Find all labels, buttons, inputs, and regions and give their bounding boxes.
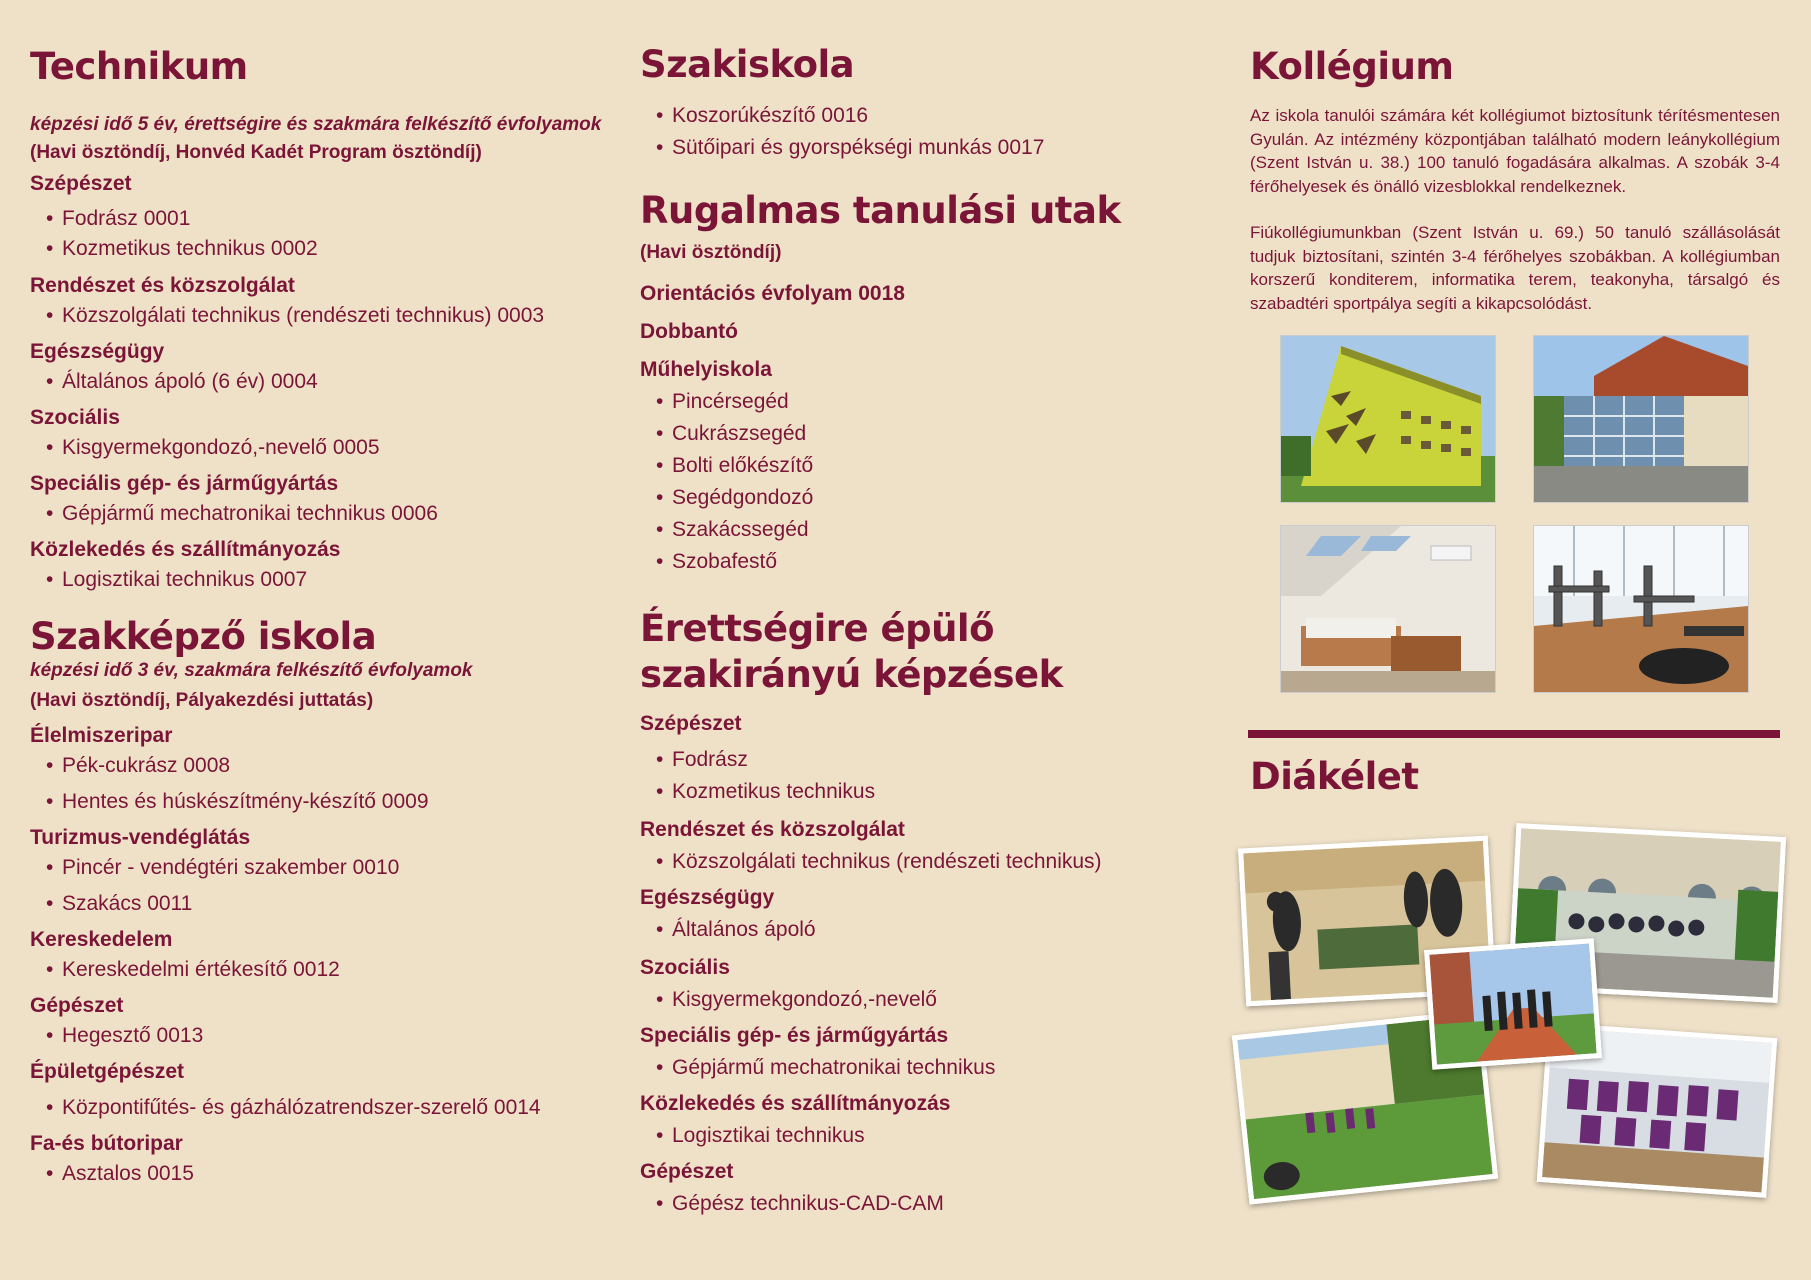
szakiskola-title: Szakiskola xyxy=(640,43,855,86)
szakkepzo-subtitle-italic: képzési idő 3 év, szakmára felkészítő évfolyamok xyxy=(30,660,473,681)
szakkepzo-subtitle-bold: (Havi ösztöndíj, Pályakezdési juttatás) xyxy=(30,690,374,711)
list-item: • Általános ápoló xyxy=(640,918,816,942)
technikum-group-name: Rendészet és közszolgálat xyxy=(30,274,295,297)
list-item: • Hegesztő 0013 xyxy=(30,1024,203,1048)
diakelet-title: Diákélet xyxy=(1250,755,1419,798)
kollegium-paragraph-1: Az iskola tanulói számára két kollégiumot biztosítunk térítésmentesen Gyulán. Az intézmény központjában található modern leánykollégium (Szent István u. 38.) 100 tanuló fogadására alkalmas. A szobák 3-4 férőhelyesek és önálló vizesblokkal rendelkeznek. xyxy=(1250,106,1780,196)
rugalmas-group-name: Műhelyiskola xyxy=(640,358,772,381)
kollegium-paragraph-2: Fiúkollégiumunkban (Szent István u. 69.) 50 tanuló szállásolását tudjuk biztosítani, szintén 3-4 férőhelyes szobákban. A kollégiumban korszerű konditerem, informatika terem, teakonyha, társalgó és szabadtéri sportpálya segíti a kikapcsolódást. xyxy=(1250,223,1780,313)
erettsegi-group-name: Közlekedés és szállítmányozás xyxy=(640,1092,951,1115)
list-item: • Fodrász xyxy=(640,748,748,772)
section-divider xyxy=(1248,730,1780,738)
list-item: • Kozmetikus technikus 0002 xyxy=(30,237,318,261)
technikum-group-name: Közlekedés és szállítmányozás xyxy=(30,538,341,561)
list-item: • Hentes és húskészítmény-készítő 0009 xyxy=(30,790,429,814)
szakkepzo-title: Szakképző iskola xyxy=(30,615,377,658)
szakkepzo-group-name: Kereskedelem xyxy=(30,928,173,951)
technikum-group-name: Szépészet xyxy=(30,172,132,195)
list-item: • Kozmetikus technikus xyxy=(640,780,875,804)
erettsegi-group-name: Rendészet és közszolgálat xyxy=(640,818,905,841)
technikum-group-name: Speciális gép- és járműgyártás xyxy=(30,472,339,495)
rugalmas-title: Rugalmas tanulási utak xyxy=(640,189,1121,232)
rugalmas-subtitle: (Havi ösztöndíj) xyxy=(640,242,782,263)
list-item: • Cukrászsegéd xyxy=(640,422,806,446)
erettsegi-group-name: Gépészet xyxy=(640,1160,734,1183)
szakkepzo-group-name: Fa-és bútoripar xyxy=(30,1132,183,1155)
szakkepzo-group-name: Gépészet xyxy=(30,994,124,1017)
list-item: • Pék-cukrász 0008 xyxy=(30,754,230,778)
list-item: • Központifűtés- és gázhálózatrendszer-szerelő 0014 xyxy=(30,1096,541,1120)
list-item: • Bolti előkészítő xyxy=(640,454,813,478)
list-item: • Közszolgálati technikus (rendészeti technikus) xyxy=(640,850,1102,874)
szakkepzo-group-name: Épületgépészet xyxy=(30,1060,185,1083)
photo-students-walkway xyxy=(1424,938,1602,1070)
szakkepzo-group-name: Turizmus-vendéglátás xyxy=(30,826,251,849)
list-item: • Általános ápoló (6 év) 0004 xyxy=(30,370,318,394)
rugalmas-group-name: Orientációs évfolyam 0018 xyxy=(640,282,905,305)
technikum-group-name: Egészségügy xyxy=(30,340,165,363)
list-item: • Gépjármű mechatronikai technikus xyxy=(640,1056,995,1080)
technikum-subtitle-italic: képzési idő 5 év, érettségire és szakmára felkészítő évfolyamok xyxy=(30,114,602,135)
erettsegi-group-name: Szépészet xyxy=(640,712,742,735)
rugalmas-group-name: Dobbantó xyxy=(640,320,738,343)
list-item: • Logisztikai technikus 0007 xyxy=(30,568,307,592)
erettsegi-title-line1: Érettségire épülő xyxy=(640,607,995,650)
list-item: • Koszorúkészítő 0016 xyxy=(640,104,868,128)
kollegium-title: Kollégium xyxy=(1250,45,1454,88)
list-item: • Szakács 0011 xyxy=(30,892,192,916)
technikum-title: Technikum xyxy=(30,45,248,88)
list-item: • Segédgondozó xyxy=(640,486,813,510)
list-item: • Kisgyermekgondozó,-nevelő 0005 xyxy=(30,436,380,460)
list-item: • Fodrász 0001 xyxy=(30,207,190,231)
erettsegi-group-name: Speciális gép- és járműgyártás xyxy=(640,1024,949,1047)
technikum-group-name: Szociális xyxy=(30,406,120,429)
szakkepzo-group-name: Élelmiszeripar xyxy=(30,724,173,747)
technikum-subtitle-bold: (Havi ösztöndíj, Honvéd Kadét Program ösztöndíj) xyxy=(30,142,482,163)
erettsegi-group-name: Egészségügy xyxy=(640,886,775,909)
photo-dormitory-gym xyxy=(1533,525,1749,693)
list-item: • Gépjármű mechatronikai technikus 0006 xyxy=(30,502,438,526)
list-item: • Asztalos 0015 xyxy=(30,1162,194,1186)
list-item: • Kereskedelmi értékesítő 0012 xyxy=(30,958,340,982)
list-item: • Szobafestő xyxy=(640,550,777,574)
list-item: • Sütőipari és gyorspékségi munkás 0017 xyxy=(640,136,1044,160)
list-item: • Közszolgálati technikus (rendészeti technikus) 0003 xyxy=(30,304,544,328)
erettsegi-group-name: Szociális xyxy=(640,956,730,979)
photo-girls-dormitory-building xyxy=(1280,335,1496,503)
list-item: • Szakácssegéd xyxy=(640,518,809,542)
list-item: • Kisgyermekgondozó,-nevelő xyxy=(640,988,937,1012)
list-item: • Logisztikai technikus xyxy=(640,1124,865,1148)
list-item: • Gépész technikus-CAD-CAM xyxy=(640,1192,944,1216)
list-item: • Pincérsegéd xyxy=(640,390,789,414)
erettsegi-title-line2: szakirányú képzések xyxy=(640,653,1063,696)
list-item: • Pincér - vendégtéri szakember 0010 xyxy=(30,856,399,880)
photo-boys-dormitory-building xyxy=(1533,335,1749,503)
photo-dormitory-room xyxy=(1280,525,1496,693)
